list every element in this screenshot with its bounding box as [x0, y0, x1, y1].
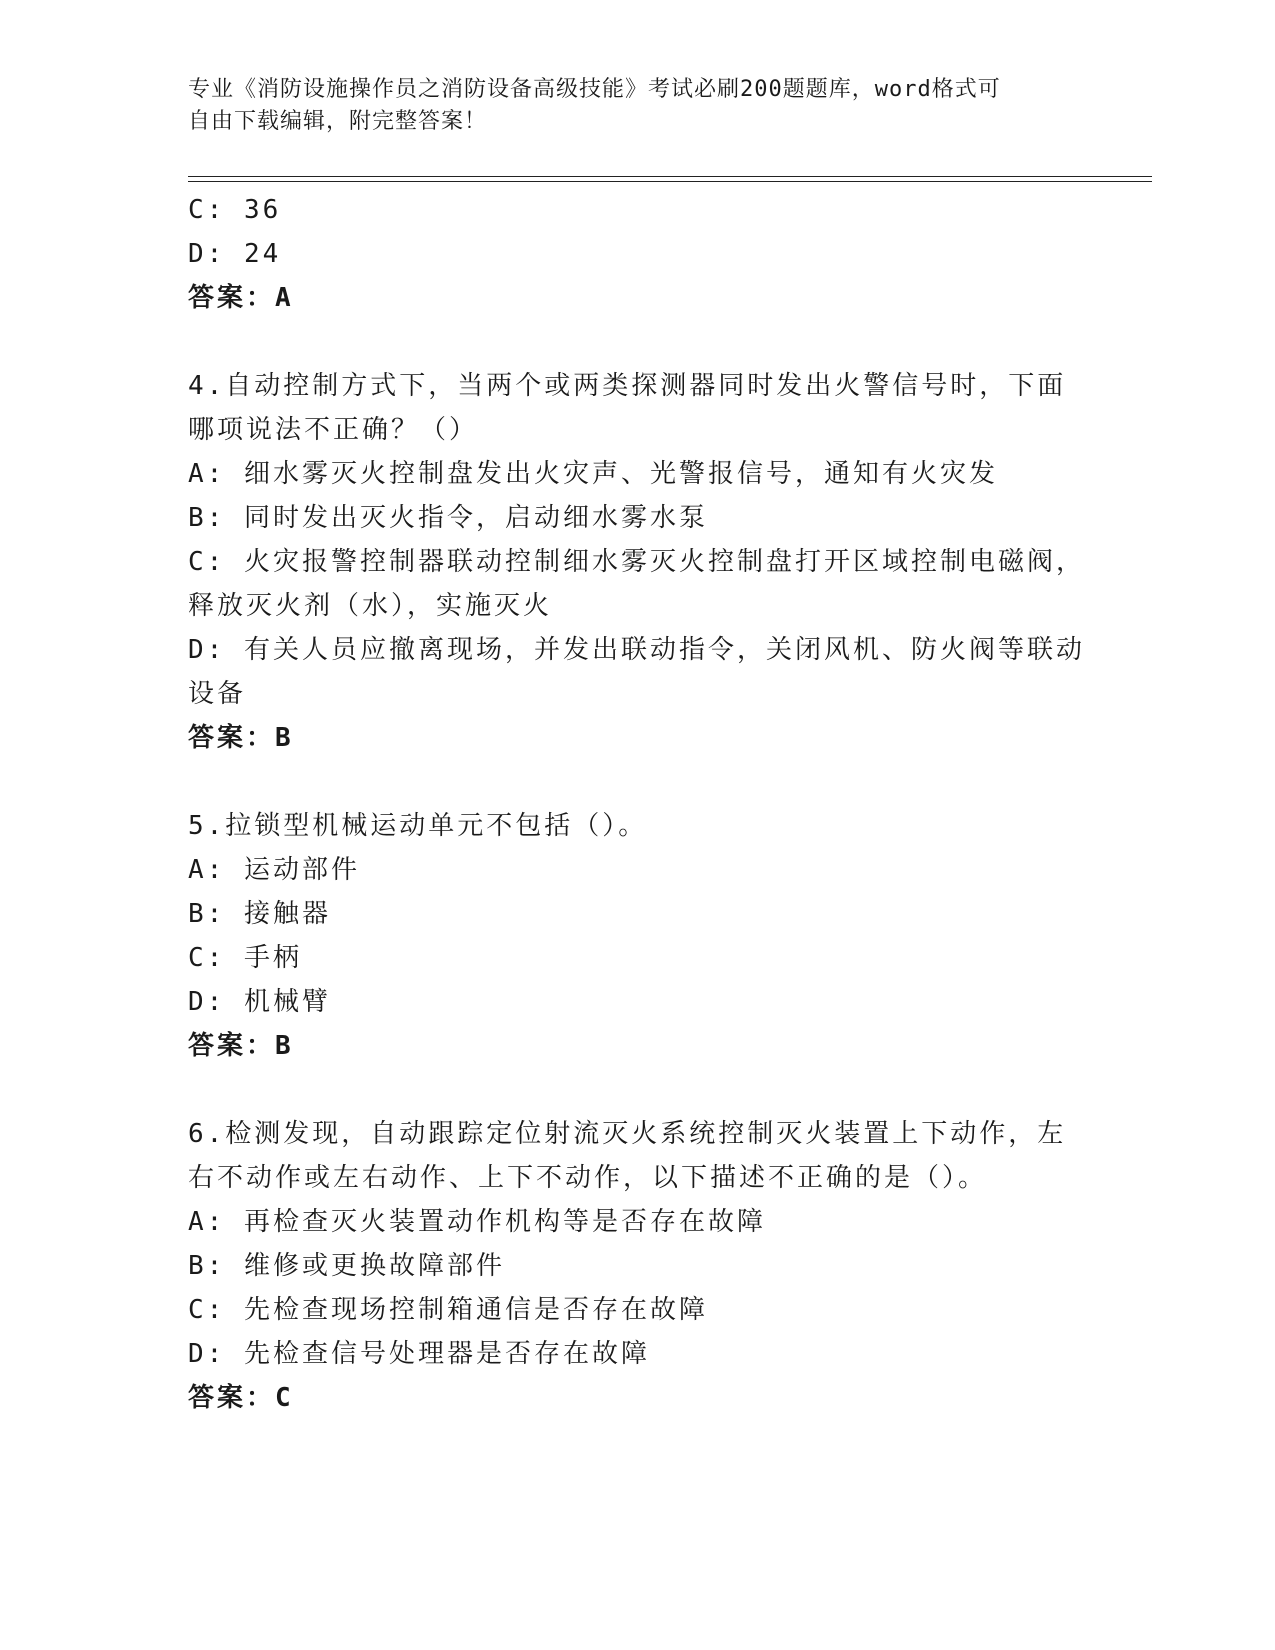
- q6-stem-line-2: 右不动作或左右动作、上下不动作，以下描述不正确的是（）。: [188, 1163, 988, 1193]
- header-rule-top: [188, 176, 1152, 177]
- q5-option-a: A: 运动部件: [188, 855, 360, 885]
- q3-option-c: C: 36: [188, 195, 282, 225]
- q5-option-d: D: 机械臂: [188, 987, 331, 1017]
- q5-option-c: C: 手柄: [188, 943, 302, 973]
- q6-stem-line-1: 6.检测发现，自动跟踪定位射流灭火系统控制灭火装置上下动作，左: [188, 1119, 1067, 1149]
- q4-option-a: A: 细水雾灭火控制盘发出火灾声、光警报信号，通知有火灾发: [188, 459, 998, 489]
- q4-option-c-line-1: C: 火灾报警控制器联动控制细水雾灭火控制盘打开区域控制电磁阀，: [188, 547, 1085, 577]
- q4-stem-line-2: 哪项说法不正确？（）: [188, 415, 479, 445]
- q4-answer: 答案：B: [188, 723, 294, 753]
- q4-stem-line-1: 4.自动控制方式下，当两个或两类探测器同时发出火警信号时，下面: [188, 371, 1067, 401]
- q4-option-d-line-1: D: 有关人员应撤离现场，并发出联动指令，关闭风机、防火阀等联动: [188, 635, 1085, 665]
- q6-option-c: C: 先检查现场控制箱通信是否存在故障: [188, 1295, 708, 1325]
- document-header: [188, 74, 1088, 138]
- q4-option-d-line-2: 设备: [188, 679, 247, 709]
- q5-option-b: B: 接触器: [188, 899, 331, 929]
- q6-option-a: A: 再检查灭火装置动作机构等是否存在故障: [188, 1207, 766, 1237]
- q6-option-d: D: 先检查信号处理器是否存在故障: [188, 1339, 650, 1369]
- header-line-2: 自由下载编辑，附完整答案！: [188, 109, 488, 134]
- q4-option-c-line-2: 释放灭火剂（水），实施灭火: [188, 591, 553, 621]
- q3-answer: 答案：A: [188, 283, 294, 313]
- q5-answer: 答案：B: [188, 1031, 294, 1061]
- q3-option-d: D: 24: [188, 239, 282, 269]
- q6-option-b: B: 维修或更换故障部件: [188, 1251, 505, 1281]
- q4-option-b: B: 同时发出灭火指令，启动细水雾水泵: [188, 503, 708, 533]
- header-rule-bottom: [188, 181, 1152, 182]
- q5-stem: 5.拉锁型机械运动单元不包括（）。: [188, 811, 648, 841]
- header-line-1: 专业《消防设施操作员之消防设备高级技能》考试必刷200题题库，word格式可: [188, 77, 1001, 102]
- q6-answer: 答案：C: [188, 1383, 294, 1413]
